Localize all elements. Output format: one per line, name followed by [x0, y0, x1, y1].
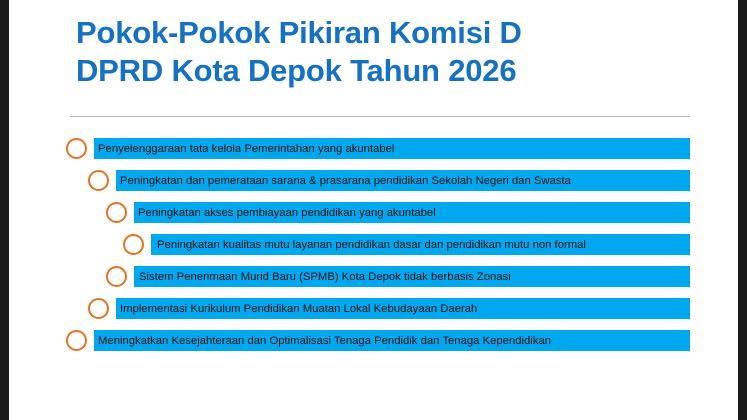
list-item: [106, 266, 690, 287]
list-item: [88, 298, 690, 319]
page-title-line-1: Pokok-Pokok Pikiran Komisi D: [76, 15, 522, 50]
page-title-line-2: DPRD Kota Depok Tahun 2026: [76, 52, 517, 88]
title-divider: [70, 116, 690, 117]
left-accent-bar: [0, 0, 9, 420]
list-item: [106, 202, 690, 223]
bullet-circle-icon: [106, 202, 127, 223]
list-item-label: Meningkatkan Kesejahteraan dan Optimalisasi Tenaga Pendidik dan Tenaga Kependidikan: [98, 334, 552, 347]
bullet-circle-icon: [106, 266, 127, 287]
list-item-label: Peningkatan dan pemerataan sarana & prasarana pendidikan Sekolah Negeri dan Swasta: [120, 174, 571, 187]
points-list: [66, 134, 690, 364]
bullet-circle-icon: [66, 138, 87, 159]
bullet-circle-icon: [66, 330, 87, 351]
list-item: [88, 170, 690, 191]
list-item-label: Peningkatan kualitas mutu layanan pendidikan dasar dan pendidikan mutu non formal: [157, 238, 586, 251]
bullet-circle-icon: [123, 234, 144, 255]
list-item: [66, 138, 690, 159]
right-accent-bar: [738, 0, 747, 420]
list-item: [66, 330, 690, 351]
list-item-label: Peningkatan akses pembiayaan pendidikan yang akuntabel: [138, 206, 436, 219]
page-title: [76, 14, 696, 90]
list-item-label: Penyelenggaraan tata kelola Pemerintahan yang akuntabel: [98, 142, 395, 155]
list-item: [123, 234, 690, 255]
bullet-circle-icon: [88, 170, 109, 191]
bullet-circle-icon: [88, 298, 109, 319]
list-item-label: Implementasi Kurikulum Pendidikan Muatan Lokal Kebudayaan Daerah: [120, 302, 478, 315]
list-item-label: Sistem Penerimaan Murid Baru (SPMB) Kota Depok tidak berbasis Zonasi: [139, 270, 511, 283]
